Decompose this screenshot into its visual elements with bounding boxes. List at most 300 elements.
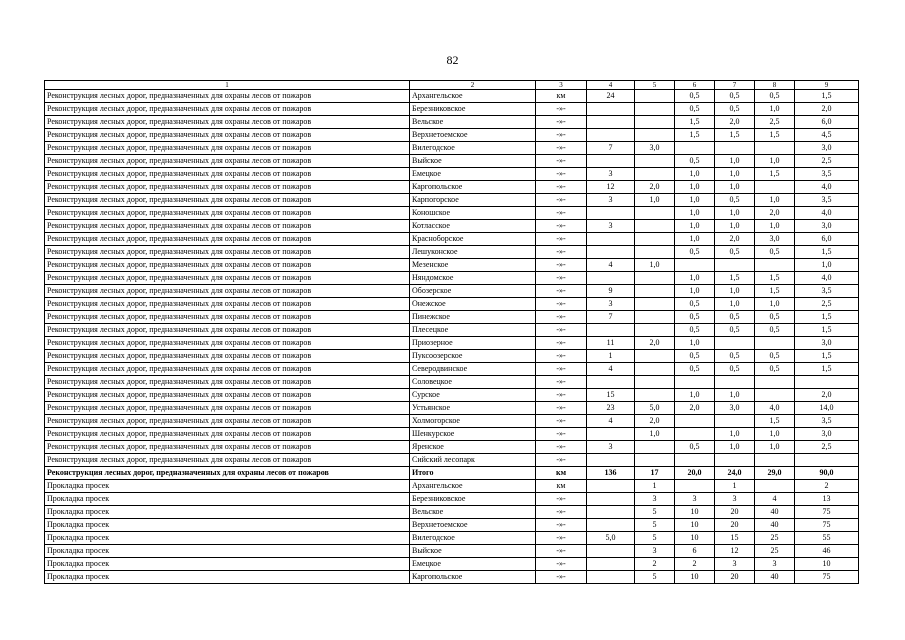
- value-col6-cell: [675, 142, 715, 155]
- value-col5-cell: 3: [635, 545, 675, 558]
- total-cell: 1,5: [795, 350, 859, 363]
- value-col6-cell: 0,5: [675, 311, 715, 324]
- table-row: [45, 220, 859, 233]
- value-col7-cell: 1,0: [715, 181, 755, 194]
- value-col7-cell: [715, 415, 755, 428]
- value-col5-cell: 17: [635, 467, 675, 480]
- table-row: [45, 285, 859, 298]
- value-col7-cell: 1,0: [715, 298, 755, 311]
- value-col6-cell: 0,5: [675, 324, 715, 337]
- total-cell: 46: [795, 545, 859, 558]
- work-type-cell: Прокладка просек: [45, 532, 410, 545]
- value-col6-cell: 1,0: [675, 337, 715, 350]
- work-type-cell: Реконструкция лесных дорог, предназначенных для охраны лесов от пожаров: [45, 415, 410, 428]
- value-col5-cell: [635, 454, 675, 467]
- value-col6-cell: 0,5: [675, 441, 715, 454]
- forestry-cell: Вилегодское: [410, 142, 536, 155]
- value-col4-cell: [587, 103, 635, 116]
- value-col8-cell: [755, 480, 795, 493]
- unit-cell: -»-: [536, 454, 587, 467]
- value-col8-cell: 0,5: [755, 350, 795, 363]
- column-number: 9: [795, 81, 859, 90]
- total-cell: 2,0: [795, 389, 859, 402]
- total-cell: 10: [795, 558, 859, 571]
- table-row: [45, 194, 859, 207]
- unit-cell: -»-: [536, 207, 587, 220]
- value-col7-cell: 1,0: [715, 389, 755, 402]
- value-col7-cell: 0,5: [715, 311, 755, 324]
- value-col5-cell: [635, 272, 675, 285]
- work-type-cell: Реконструкция лесных дорог, предназначенных для охраны лесов от пожаров: [45, 376, 410, 389]
- table-row: [45, 558, 859, 571]
- value-col4-cell: 4: [587, 259, 635, 272]
- value-col4-cell: [587, 116, 635, 129]
- total-cell: 90,0: [795, 467, 859, 480]
- forestry-cell: Итого: [410, 467, 536, 480]
- work-type-cell: Реконструкция лесных дорог, предназначенных для охраны лесов от пожаров: [45, 259, 410, 272]
- value-col7-cell: 1,0: [715, 220, 755, 233]
- unit-cell: -»-: [536, 116, 587, 129]
- total-row: [45, 467, 859, 480]
- value-col8-cell: 25: [755, 532, 795, 545]
- unit-cell: -»-: [536, 441, 587, 454]
- total-cell: 1,0: [795, 259, 859, 272]
- value-col7-cell: 0,5: [715, 246, 755, 259]
- value-col5-cell: [635, 116, 675, 129]
- work-type-cell: Реконструкция лесных дорог, предназначенных для охраны лесов от пожаров: [45, 467, 410, 480]
- value-col5-cell: [635, 350, 675, 363]
- value-col4-cell: 15: [587, 389, 635, 402]
- column-number: 8: [755, 81, 795, 90]
- total-cell: 1,5: [795, 363, 859, 376]
- work-type-cell: Реконструкция лесных дорог, предназначенных для охраны лесов от пожаров: [45, 324, 410, 337]
- value-col7-cell: 24,0: [715, 467, 755, 480]
- value-col5-cell: [635, 90, 675, 103]
- total-cell: 1,5: [795, 311, 859, 324]
- value-col7-cell: 1,0: [715, 168, 755, 181]
- forestry-cell: Каргопольское: [410, 181, 536, 194]
- value-col8-cell: 3: [755, 558, 795, 571]
- value-col6-cell: [675, 428, 715, 441]
- value-col8-cell: [755, 142, 795, 155]
- forestry-cell: Сурское: [410, 389, 536, 402]
- unit-cell: -»-: [536, 168, 587, 181]
- value-col4-cell: [587, 272, 635, 285]
- unit-cell: -»-: [536, 298, 587, 311]
- table-row: [45, 389, 859, 402]
- value-col5-cell: [635, 129, 675, 142]
- value-col8-cell: 1,5: [755, 168, 795, 181]
- unit-cell: -»-: [536, 142, 587, 155]
- unit-cell: -»-: [536, 194, 587, 207]
- value-col4-cell: [587, 207, 635, 220]
- forestry-cell: Холмогорское: [410, 415, 536, 428]
- total-cell: 4,0: [795, 181, 859, 194]
- table-row: [45, 324, 859, 337]
- value-col8-cell: 1,0: [755, 298, 795, 311]
- value-col6-cell: 1,0: [675, 272, 715, 285]
- forestry-cell: Красноборское: [410, 233, 536, 246]
- total-cell: 1,5: [795, 324, 859, 337]
- value-col4-cell: [587, 480, 635, 493]
- value-col4-cell: 5,0: [587, 532, 635, 545]
- value-col8-cell: 1,5: [755, 272, 795, 285]
- total-cell: 2,5: [795, 155, 859, 168]
- unit-cell: -»-: [536, 389, 587, 402]
- total-cell: 3,5: [795, 285, 859, 298]
- value-col4-cell: 3: [587, 298, 635, 311]
- work-type-cell: Реконструкция лесных дорог, предназначенных для охраны лесов от пожаров: [45, 298, 410, 311]
- value-col6-cell: 0,5: [675, 363, 715, 376]
- work-type-cell: Реконструкция лесных дорог, предназначенных для охраны лесов от пожаров: [45, 194, 410, 207]
- table-row: [45, 363, 859, 376]
- value-col8-cell: 1,0: [755, 103, 795, 116]
- table-row: [45, 155, 859, 168]
- forestry-cell: Карпогорское: [410, 194, 536, 207]
- value-col7-cell: 3: [715, 493, 755, 506]
- value-col6-cell: [675, 259, 715, 272]
- value-col7-cell: 0,5: [715, 103, 755, 116]
- forestry-cell: Соловецкое: [410, 376, 536, 389]
- total-cell: 4,5: [795, 129, 859, 142]
- unit-cell: -»-: [536, 181, 587, 194]
- value-col6-cell: 2,0: [675, 402, 715, 415]
- value-col4-cell: 12: [587, 181, 635, 194]
- value-col6-cell: 0,5: [675, 103, 715, 116]
- total-cell: 1,5: [795, 90, 859, 103]
- table-row: [45, 337, 859, 350]
- column-number: 5: [635, 81, 675, 90]
- column-number: 6: [675, 81, 715, 90]
- value-col5-cell: 2,0: [635, 337, 675, 350]
- value-col8-cell: 40: [755, 571, 795, 584]
- total-cell: [795, 454, 859, 467]
- work-type-cell: Реконструкция лесных дорог, предназначенных для охраны лесов от пожаров: [45, 285, 410, 298]
- work-type-cell: Прокладка просек: [45, 506, 410, 519]
- value-col8-cell: [755, 376, 795, 389]
- total-cell: 3,0: [795, 220, 859, 233]
- value-col6-cell: 20,0: [675, 467, 715, 480]
- value-col6-cell: 1,0: [675, 194, 715, 207]
- forestry-cell: Выйское: [410, 545, 536, 558]
- unit-cell: км: [536, 480, 587, 493]
- forestry-cell: Пинежское: [410, 311, 536, 324]
- value-col5-cell: 1,0: [635, 259, 675, 272]
- value-col8-cell: 25: [755, 545, 795, 558]
- column-number: 7: [715, 81, 755, 90]
- table-row: [45, 493, 859, 506]
- work-type-cell: Прокладка просек: [45, 519, 410, 532]
- value-col7-cell: 20: [715, 506, 755, 519]
- value-col5-cell: [635, 207, 675, 220]
- value-col5-cell: 3: [635, 493, 675, 506]
- table-row: [45, 90, 859, 103]
- table-row: [45, 441, 859, 454]
- value-col7-cell: 2,0: [715, 116, 755, 129]
- value-col6-cell: 10: [675, 519, 715, 532]
- work-type-cell: Реконструкция лесных дорог, предназначенных для охраны лесов от пожаров: [45, 337, 410, 350]
- value-col5-cell: 2: [635, 558, 675, 571]
- forestry-cell: Березниковское: [410, 103, 536, 116]
- unit-cell: -»-: [536, 571, 587, 584]
- value-col7-cell: 15: [715, 532, 755, 545]
- forestry-cell: Сийский лесопарк: [410, 454, 536, 467]
- value-col8-cell: 3,0: [755, 233, 795, 246]
- value-col5-cell: [635, 363, 675, 376]
- forestry-cell: Северодвинское: [410, 363, 536, 376]
- data-table: [44, 80, 859, 584]
- value-col5-cell: [635, 376, 675, 389]
- total-cell: 4,0: [795, 207, 859, 220]
- total-cell: 6,0: [795, 233, 859, 246]
- forestry-cell: Вельское: [410, 116, 536, 129]
- value-col7-cell: 1,0: [715, 441, 755, 454]
- value-col5-cell: [635, 103, 675, 116]
- value-col4-cell: [587, 558, 635, 571]
- value-col4-cell: 11: [587, 337, 635, 350]
- table-row: [45, 116, 859, 129]
- work-type-cell: Реконструкция лесных дорог, предназначенных для охраны лесов от пожаров: [45, 220, 410, 233]
- value-col4-cell: [587, 545, 635, 558]
- work-type-cell: Прокладка просек: [45, 480, 410, 493]
- forestry-cell: Коношское: [410, 207, 536, 220]
- forestry-cell: Лешуконское: [410, 246, 536, 259]
- total-cell: 3,5: [795, 194, 859, 207]
- value-col6-cell: 1,0: [675, 207, 715, 220]
- value-col4-cell: 4: [587, 363, 635, 376]
- value-col7-cell: 3: [715, 558, 755, 571]
- total-cell: 4,0: [795, 272, 859, 285]
- column-number: 3: [536, 81, 587, 90]
- forestry-cell: Верхнетоемское: [410, 129, 536, 142]
- total-cell: 13: [795, 493, 859, 506]
- work-type-cell: Прокладка просек: [45, 571, 410, 584]
- value-col5-cell: [635, 311, 675, 324]
- value-col8-cell: 1,5: [755, 129, 795, 142]
- value-col6-cell: 10: [675, 532, 715, 545]
- unit-cell: -»-: [536, 402, 587, 415]
- table-row: [45, 402, 859, 415]
- value-col6-cell: 1,0: [675, 168, 715, 181]
- value-col6-cell: 3: [675, 493, 715, 506]
- value-col6-cell: 0,5: [675, 298, 715, 311]
- value-col5-cell: [635, 220, 675, 233]
- value-col4-cell: 136: [587, 467, 635, 480]
- value-col7-cell: 0,5: [715, 350, 755, 363]
- total-cell: 3,5: [795, 415, 859, 428]
- value-col7-cell: [715, 142, 755, 155]
- value-col6-cell: 1,0: [675, 220, 715, 233]
- work-type-cell: Реконструкция лесных дорог, предназначенных для охраны лесов от пожаров: [45, 207, 410, 220]
- value-col5-cell: 5: [635, 532, 675, 545]
- value-col8-cell: 0,5: [755, 246, 795, 259]
- value-col7-cell: 1,0: [715, 207, 755, 220]
- total-cell: 75: [795, 519, 859, 532]
- value-col4-cell: [587, 519, 635, 532]
- table-row: [45, 311, 859, 324]
- value-col4-cell: [587, 233, 635, 246]
- total-cell: 3,5: [795, 168, 859, 181]
- table-row: [45, 454, 859, 467]
- forestry-cell: Онежское: [410, 298, 536, 311]
- column-number: 4: [587, 81, 635, 90]
- value-col4-cell: [587, 493, 635, 506]
- unit-cell: -»-: [536, 246, 587, 259]
- value-col6-cell: [675, 480, 715, 493]
- table-row: [45, 103, 859, 116]
- value-col4-cell: [587, 129, 635, 142]
- value-col8-cell: 0,5: [755, 90, 795, 103]
- table-row: [45, 571, 859, 584]
- value-col6-cell: 1,5: [675, 116, 715, 129]
- forestry-cell: Архангельское: [410, 90, 536, 103]
- unit-cell: -»-: [536, 129, 587, 142]
- value-col8-cell: 0,5: [755, 324, 795, 337]
- value-col8-cell: 1,0: [755, 220, 795, 233]
- value-col6-cell: 0,5: [675, 90, 715, 103]
- value-col6-cell: 1,0: [675, 233, 715, 246]
- column-number: 2: [410, 81, 536, 90]
- value-col5-cell: 1,0: [635, 428, 675, 441]
- value-col8-cell: 29,0: [755, 467, 795, 480]
- value-col7-cell: [715, 454, 755, 467]
- forestry-cell: Обозерское: [410, 285, 536, 298]
- unit-cell: -»-: [536, 376, 587, 389]
- table-row: [45, 246, 859, 259]
- value-col4-cell: [587, 246, 635, 259]
- value-col5-cell: [635, 155, 675, 168]
- value-col5-cell: [635, 233, 675, 246]
- value-col7-cell: 0,5: [715, 194, 755, 207]
- work-type-cell: Реконструкция лесных дорог, предназначенных для охраны лесов от пожаров: [45, 142, 410, 155]
- value-col6-cell: 2: [675, 558, 715, 571]
- forestry-cell: Верхнетоемское: [410, 519, 536, 532]
- forestry-cell: Пуксоозерское: [410, 350, 536, 363]
- unit-cell: -»-: [536, 519, 587, 532]
- total-cell: 2: [795, 480, 859, 493]
- value-col8-cell: 4,0: [755, 402, 795, 415]
- value-col8-cell: [755, 259, 795, 272]
- value-col5-cell: [635, 285, 675, 298]
- value-col5-cell: [635, 324, 675, 337]
- forestry-cell: Вилегодское: [410, 532, 536, 545]
- value-col5-cell: [635, 246, 675, 259]
- forestry-cell: Каргопольское: [410, 571, 536, 584]
- table-body: [45, 81, 859, 584]
- value-col7-cell: 12: [715, 545, 755, 558]
- unit-cell: км: [536, 90, 587, 103]
- work-type-cell: Реконструкция лесных дорог, предназначенных для охраны лесов от пожаров: [45, 363, 410, 376]
- value-col7-cell: 1,0: [715, 155, 755, 168]
- forestry-cell: Емецкое: [410, 558, 536, 571]
- value-col6-cell: 0,5: [675, 246, 715, 259]
- value-col6-cell: [675, 376, 715, 389]
- value-col8-cell: 1,0: [755, 155, 795, 168]
- work-type-cell: Прокладка просек: [45, 493, 410, 506]
- total-cell: 2,0: [795, 103, 859, 116]
- value-col8-cell: [755, 181, 795, 194]
- value-col5-cell: [635, 168, 675, 181]
- total-cell: 3,0: [795, 337, 859, 350]
- table-row: [45, 480, 859, 493]
- total-cell: 75: [795, 506, 859, 519]
- value-col4-cell: 9: [587, 285, 635, 298]
- value-col6-cell: 0,5: [675, 350, 715, 363]
- value-col7-cell: [715, 259, 755, 272]
- forestry-cell: Плесецкое: [410, 324, 536, 337]
- value-col5-cell: [635, 441, 675, 454]
- work-type-cell: Реконструкция лесных дорог, предназначенных для охраны лесов от пожаров: [45, 103, 410, 116]
- forestry-cell: Котласское: [410, 220, 536, 233]
- total-cell: [795, 376, 859, 389]
- table-row: [45, 415, 859, 428]
- total-cell: 3,0: [795, 428, 859, 441]
- value-col4-cell: [587, 155, 635, 168]
- value-col7-cell: 1: [715, 480, 755, 493]
- forestry-cell: Емецкое: [410, 168, 536, 181]
- work-type-cell: Реконструкция лесных дорог, предназначенных для охраны лесов от пожаров: [45, 311, 410, 324]
- unit-cell: -»-: [536, 272, 587, 285]
- work-type-cell: Реконструкция лесных дорог, предназначенных для охраны лесов от пожаров: [45, 155, 410, 168]
- value-col8-cell: 0,5: [755, 363, 795, 376]
- table-row: [45, 142, 859, 155]
- total-cell: 2,5: [795, 441, 859, 454]
- work-type-cell: Реконструкция лесных дорог, предназначенных для охраны лесов от пожаров: [45, 454, 410, 467]
- unit-cell: -»-: [536, 324, 587, 337]
- value-col8-cell: 1,0: [755, 428, 795, 441]
- value-col4-cell: 23: [587, 402, 635, 415]
- unit-cell: -»-: [536, 350, 587, 363]
- value-col5-cell: 5,0: [635, 402, 675, 415]
- value-col5-cell: 5: [635, 506, 675, 519]
- value-col5-cell: 1: [635, 480, 675, 493]
- work-type-cell: Реконструкция лесных дорог, предназначенных для охраны лесов от пожаров: [45, 129, 410, 142]
- unit-cell: -»-: [536, 428, 587, 441]
- column-number: 1: [45, 81, 410, 90]
- value-col5-cell: 5: [635, 519, 675, 532]
- value-col7-cell: 2,0: [715, 233, 755, 246]
- total-cell: 2,5: [795, 298, 859, 311]
- value-col5-cell: [635, 389, 675, 402]
- forestry-cell: Архангельское: [410, 480, 536, 493]
- table-row: [45, 259, 859, 272]
- unit-cell: -»-: [536, 103, 587, 116]
- value-col7-cell: 20: [715, 519, 755, 532]
- value-col4-cell: [587, 428, 635, 441]
- table-row: [45, 545, 859, 558]
- unit-cell: -»-: [536, 259, 587, 272]
- total-cell: 55: [795, 532, 859, 545]
- value-col4-cell: 4: [587, 415, 635, 428]
- unit-cell: -»-: [536, 311, 587, 324]
- total-cell: 14,0: [795, 402, 859, 415]
- table-row: [45, 207, 859, 220]
- value-col6-cell: 1,0: [675, 285, 715, 298]
- unit-cell: -»-: [536, 558, 587, 571]
- table-row: [45, 129, 859, 142]
- work-type-cell: Прокладка просек: [45, 545, 410, 558]
- value-col8-cell: 40: [755, 519, 795, 532]
- value-col6-cell: [675, 454, 715, 467]
- value-col4-cell: 3: [587, 168, 635, 181]
- table-row: [45, 428, 859, 441]
- table-row: [45, 519, 859, 532]
- unit-cell: км: [536, 467, 587, 480]
- work-type-cell: Реконструкция лесных дорог, предназначенных для охраны лесов от пожаров: [45, 428, 410, 441]
- forestry-cell: Приозерное: [410, 337, 536, 350]
- work-type-cell: Реконструкция лесных дорог, предназначенных для охраны лесов от пожаров: [45, 441, 410, 454]
- table-row: [45, 272, 859, 285]
